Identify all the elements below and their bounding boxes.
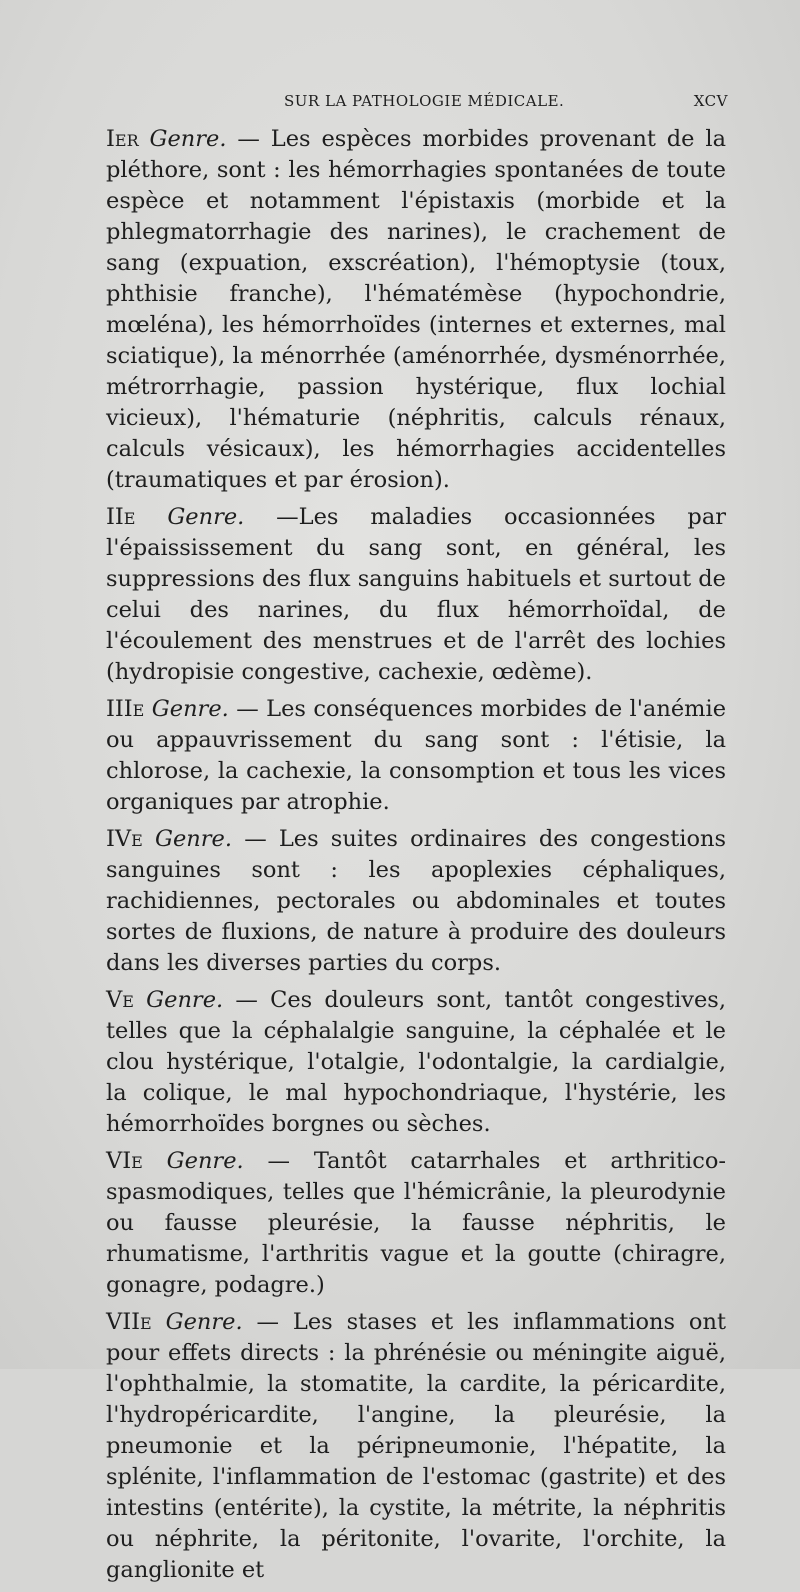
paragraph-genre-4	[106, 824, 726, 979]
genre-number: IVe	[106, 826, 143, 852]
paragraph-genre-6	[106, 1146, 726, 1301]
genre-number: VIIe	[106, 1309, 152, 1335]
paragraph-text: — Les stases et les inflammations ont pour effets directs : la phrénésie ou méningite aiguë, l'ophthalmie, la stomatite, la cardite, la péricardite, l'hydropéricardite, l'angine, la pleurésie, la pneumonie et la péripneumonie, l'hépatite, la splénite, l'inflammation de l'estomac (gastrite) et des intestins (entérite), la cystite, la métrite, la néphritis ou néphrite, la péritonite, l'ovarite, l'orchite, la ganglionite et	[106, 1309, 727, 1583]
genre-label: Genre.	[167, 504, 245, 530]
genre-number: IIe	[106, 504, 136, 530]
genre-number: Ier	[106, 126, 139, 152]
paragraph-text: — Les conséquences morbides de l'anémie ou appauvrissement du sang sont : l'étisie, la chlorose, la cachexie, la consomption et tous les vices organiques par atrophie.	[106, 696, 727, 815]
paragraph-text: — Tantôt catarrhales et arthritico-spasmodiques, telles que l'hémicrânie, la pleurodynie ou fausse pleurésie, la fausse néphritis, le rhumatisme, l'arthritis vague et la goutte (chiragre, gonagre, podagre.)	[106, 1148, 727, 1298]
genre-label: Genre.	[155, 826, 233, 852]
paragraph-genre-7	[106, 1307, 726, 1586]
genre-number: VIe	[106, 1148, 143, 1174]
paragraph-genre-3	[106, 694, 726, 818]
genre-number: IIIe	[106, 696, 145, 722]
genre-label: Genre.	[146, 987, 224, 1013]
genre-label: Genre.	[165, 1309, 243, 1335]
paragraph-text: — Les suites ordinaires des congestions sanguines sont : les apoplexies céphaliques, rachidiennes, pectorales ou abdominales et toutes sortes de fluxions, de nature à produire des douleurs dans les diverses parties du corps.	[106, 826, 727, 976]
paragraph-genre-2	[106, 502, 726, 688]
paragraph-genre-5	[106, 985, 726, 1140]
genre-label: Genre.	[149, 126, 227, 152]
running-head	[106, 88, 728, 114]
paragraph-text: — Les espèces morbides provenant de la pléthore, sont : les hémorrhagies spontanées de toute espèce et notamment l'épistaxis (morbide et la phlegmatorrhagie des narines), le crachement de sang (expuation, exscréation), l'hémoptysie (toux, phthisie franche), l'hématémèse (hypochondrie, mœléna), les hémorrhoïdes (internes et externes, mal sciatique), la ménorrhée (aménorrhée, dysménorrhée, métrorrhagie, passion hystérique, flux lochial vicieux), l'hématurie (néphritis, calculs rénaux, calculs vésicaux), les hémorrhagies accidentelles (traumatiques et par érosion).	[106, 126, 726, 493]
genre-label: Genre.	[166, 1148, 244, 1174]
paragraph-text: — Ces douleurs sont, tantôt congestives, telles que la céphalalgie sanguine, la céphalée et le clou hystérique, l'otalgie, l'odontalgie, la cardialgie, la colique, le mal hypochondriaque, l'hystérie, les hémorrhoïdes borgnes ou sèches.	[106, 987, 726, 1137]
running-title: SUR LA PATHOLOGIE MÉDICALE.	[284, 92, 565, 110]
genre-label: Genre.	[151, 696, 229, 722]
paragraph-text: —Les maladies occasionnées par l'épaississement du sang sont, en général, les suppressions des flux sanguins habituels et surtout de celui des narines, du flux hémorrhoïdal, de l'écoulement des menstrues et de l'arrêt des lochies (hydropisie congestive, cachexie, œdème).	[106, 504, 726, 685]
body-text	[106, 124, 726, 1592]
page-number: XCV	[693, 92, 728, 110]
genre-number: Ve	[106, 987, 134, 1013]
paragraph-genre-1	[106, 124, 726, 496]
